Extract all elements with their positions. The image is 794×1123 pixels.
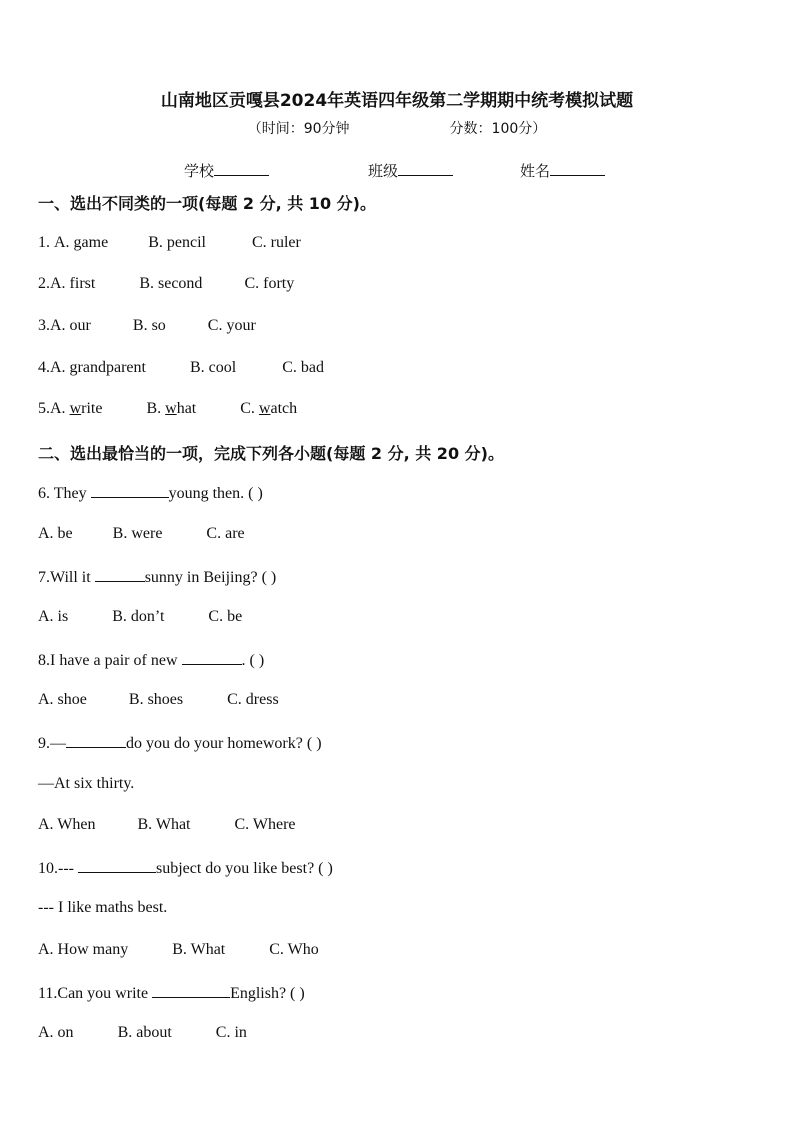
- question-3: 3.A. our B. so C. your: [38, 317, 256, 334]
- q7-option-c[interactable]: C. be: [208, 608, 243, 625]
- q6-option-b[interactable]: B. were: [112, 525, 163, 542]
- q5-option-c[interactable]: C. watch: [240, 400, 298, 417]
- q5-option-b[interactable]: B. what: [146, 400, 197, 417]
- q6-option-c[interactable]: C. are: [206, 525, 245, 542]
- q9-option-a[interactable]: A. When: [38, 816, 96, 833]
- q8-option-c[interactable]: C. dress: [227, 691, 279, 708]
- q1-option-c[interactable]: C. ruler: [251, 234, 301, 251]
- score-info: 分数：100分）: [449, 121, 547, 137]
- page-title: 山南地区贡嘎县2024年英语四年级第二学期期中统考模拟试题: [160, 91, 634, 111]
- q8-option-a[interactable]: A. shoe: [38, 691, 87, 708]
- q2-option-c[interactable]: C. forty: [244, 275, 295, 292]
- question-8: 8.I have a pair of new . ( ): [38, 652, 265, 669]
- q4-option-a[interactable]: A. grandparent: [50, 359, 146, 376]
- question-10-answer: --- I like maths best.: [38, 899, 168, 916]
- question-8-options: [38, 691, 279, 709]
- question-10-options: [38, 941, 319, 959]
- q4-option-b[interactable]: B. cool: [189, 359, 237, 376]
- q3-option-b[interactable]: B. so: [132, 317, 166, 334]
- question-6-options: [38, 525, 245, 543]
- q7-option-a[interactable]: A. is: [38, 608, 69, 625]
- class-blank[interactable]: [398, 161, 453, 176]
- q11-option-c[interactable]: C. in: [215, 1024, 247, 1041]
- q9-blank[interactable]: [66, 733, 126, 748]
- q1-option-b[interactable]: B. pencil: [148, 234, 206, 251]
- q9-option-b[interactable]: B. What: [137, 816, 191, 833]
- question-2: 2.A. first B. second C. forty: [38, 275, 295, 292]
- q8-option-b[interactable]: B. shoes: [128, 691, 184, 708]
- question-11: 11.Can you write English? ( ): [38, 985, 305, 1002]
- question-4: 4.A. grandparent B. cool C. bad: [38, 359, 324, 376]
- question-7: 7.Will it sunny in Beijing? ( ): [38, 569, 277, 586]
- q6-blank[interactable]: [91, 483, 169, 498]
- q6-option-a[interactable]: A. be: [38, 525, 73, 542]
- q1-option-a[interactable]: A. game: [54, 234, 109, 251]
- question-1: 1. A. game B. pencil C. ruler: [38, 234, 301, 251]
- q10-option-c[interactable]: C. Who: [269, 941, 319, 958]
- q11-option-a[interactable]: A. on: [38, 1024, 74, 1041]
- q5-option-a[interactable]: A. write: [50, 400, 103, 417]
- q2-option-b[interactable]: B. second: [139, 275, 203, 292]
- exam-meta: [0, 118, 794, 138]
- q8-blank[interactable]: [182, 650, 242, 665]
- question-10: 10.--- subject do you like best? ( ): [38, 860, 333, 877]
- question-9: 9.— do you do your homework? ( ): [38, 735, 322, 752]
- question-9-answer: —At six thirty.: [38, 775, 135, 792]
- name-blank[interactable]: [550, 161, 605, 176]
- question-11-options: [38, 1024, 247, 1042]
- q11-blank[interactable]: [152, 983, 230, 998]
- q2-option-a[interactable]: A. first: [50, 275, 96, 292]
- time-info: （时间：90分钟: [247, 121, 350, 137]
- q7-option-b[interactable]: B. don’t: [112, 608, 165, 625]
- question-9-options: [38, 816, 296, 834]
- section-1-heading: 一、选出不同类的一项(每题 2 分, 共 10 分)。: [38, 194, 376, 213]
- q10-option-b[interactable]: B. What: [172, 941, 226, 958]
- question-5: 5.A. write B. what C. watch: [38, 400, 298, 417]
- q3-option-a[interactable]: A. our: [50, 317, 91, 334]
- q11-option-b[interactable]: B. about: [117, 1024, 172, 1041]
- class-field: 班级: [368, 160, 453, 181]
- question-6: 6. They young then. ( ): [38, 485, 263, 502]
- q7-blank[interactable]: [95, 567, 145, 582]
- school-blank[interactable]: [214, 161, 269, 176]
- name-field: 姓名: [520, 160, 605, 181]
- q9-option-c[interactable]: C. Where: [234, 816, 296, 833]
- q4-option-c[interactable]: C. bad: [282, 359, 324, 376]
- q10-blank[interactable]: [78, 858, 156, 873]
- q3-option-c[interactable]: C. your: [207, 317, 256, 334]
- section-2-heading: 二、选出最恰当的一项，完成下列各小题(每题 2 分, 共 20 分)。: [38, 444, 504, 463]
- q10-option-a[interactable]: A. How many: [38, 941, 129, 958]
- question-7-options: [38, 608, 242, 626]
- school-field: 学校: [184, 160, 269, 181]
